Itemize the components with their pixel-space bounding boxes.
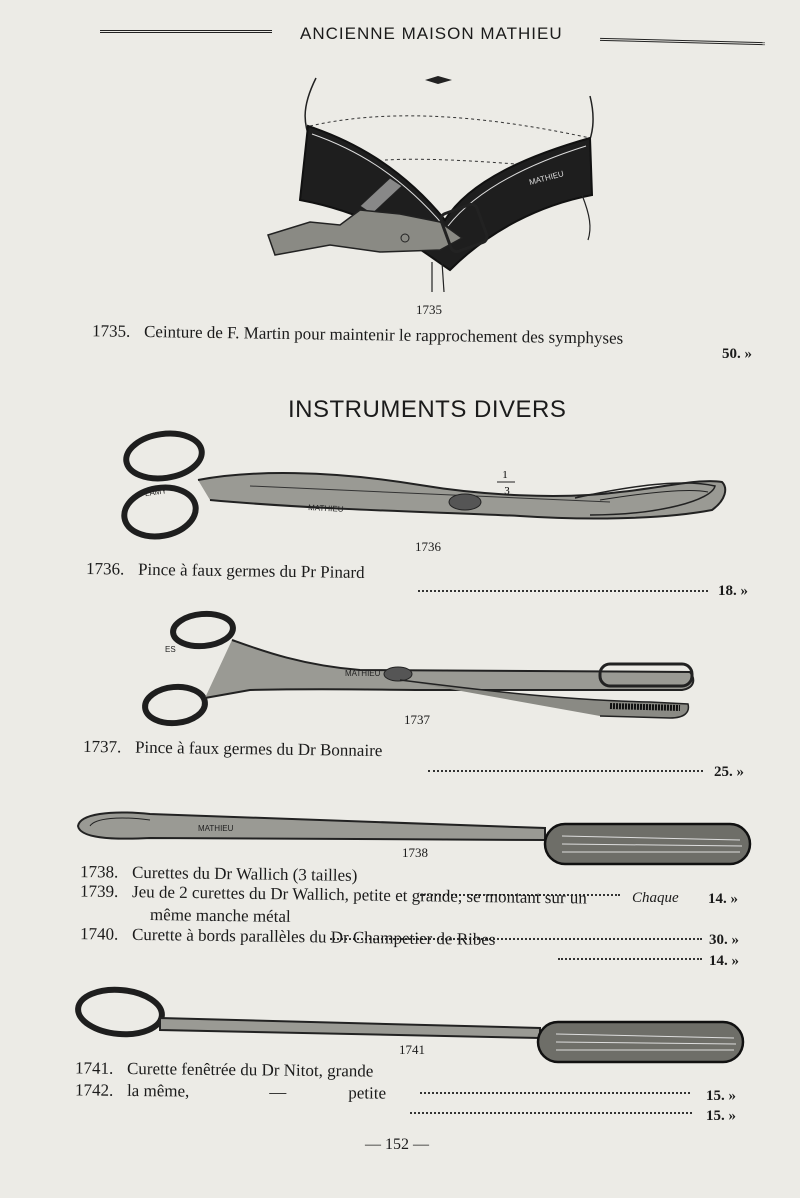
- entry-text: Jeu de 2 curettes du Dr Wallich, petite et grande, se montant sur un: [131, 882, 587, 908]
- pince-1736-mark2: MATHIEU: [307, 503, 344, 514]
- leader-dots: [558, 958, 702, 960]
- entry-1737-price: 25. »: [714, 764, 744, 780]
- entry-1741: [75, 1058, 374, 1081]
- entry-number: 1742.: [74, 1080, 114, 1100]
- entry-number: 1738.: [79, 862, 119, 882]
- leader-dots: [420, 1092, 690, 1094]
- figure-caption-1737: 1737: [404, 712, 430, 727]
- belt-illustration: [268, 76, 593, 292]
- entry-1736: [86, 559, 365, 583]
- pince-1736-illustration: [120, 429, 725, 542]
- entry-number: 1736.: [85, 559, 125, 579]
- scale-fraction-den: 3: [504, 485, 510, 497]
- entry-1742: [75, 1080, 386, 1103]
- leader-dots: [410, 1112, 692, 1114]
- entry-text: Curette fenêtrée du Dr Nitot, grande: [126, 1058, 374, 1081]
- entry-text: la même,: [126, 1080, 190, 1101]
- scale-fraction-num: 1: [502, 469, 508, 481]
- entry-1738-qualifier: Chaque: [632, 890, 679, 906]
- figure-caption-1735: 1735: [416, 302, 442, 317]
- pince-1737-mark1: ES: [165, 645, 176, 654]
- entry-1740-price: 14. »: [709, 953, 739, 969]
- leader-dots: [418, 590, 708, 592]
- page-number: — 152 —: [365, 1136, 429, 1153]
- entry-number: 1735.: [91, 321, 131, 341]
- header-title: ANCIENNE MAISON MATHIEU: [300, 24, 563, 43]
- pince-1737-mark2: MATHIEU: [345, 669, 381, 678]
- figure-caption-1741: 1741: [399, 1042, 425, 1057]
- figure-caption-1738: 1738: [402, 845, 428, 860]
- entry-1737: [83, 737, 383, 761]
- entry-number: 1741.: [74, 1058, 114, 1078]
- entry-1738-price: 14. »: [708, 891, 738, 907]
- pince-1736-mark1: PLAMY: [139, 486, 168, 499]
- entry-1739-price: 30. »: [709, 932, 739, 948]
- entry-1736-price: 18. »: [718, 583, 748, 599]
- entry-text: Pince à faux germes du Pr Pinard: [137, 559, 365, 582]
- entry-number: 1740.: [79, 924, 119, 944]
- entry-1735-price: 50. »: [722, 346, 752, 362]
- entry-1742-price: 15. »: [706, 1108, 736, 1124]
- entry-1741-price: 15. »: [706, 1088, 736, 1104]
- figure-caption-1736: 1736: [415, 539, 441, 554]
- entry-text: Pince à faux germes du Dr Bonnaire: [134, 737, 383, 761]
- leader-dots: [428, 770, 703, 772]
- entry-text: Curettes du Dr Wallich (3 tailles): [131, 862, 358, 885]
- belt-brand-mark: MATHIEU: [528, 169, 565, 187]
- entry-text: Curette à bords parallèles du Dr Champetier de Ribes: [131, 924, 496, 949]
- entry-text-2: petite: [348, 1083, 387, 1103]
- entry-number: 1739.: [79, 881, 119, 901]
- entry-number: 1737.: [82, 736, 122, 757]
- curette-1738-brand: MATHIEU: [198, 824, 234, 833]
- entry-1739-continuation: même manche métal: [149, 905, 291, 926]
- entry-dash: —: [269, 1082, 287, 1102]
- pince-1737-illustration: [144, 611, 694, 725]
- section-title: INSTRUMENTS DIVERS: [288, 396, 567, 423]
- entry-text: Ceinture de F. Martin pour maintenir le rapprochement des symphyses: [143, 322, 624, 348]
